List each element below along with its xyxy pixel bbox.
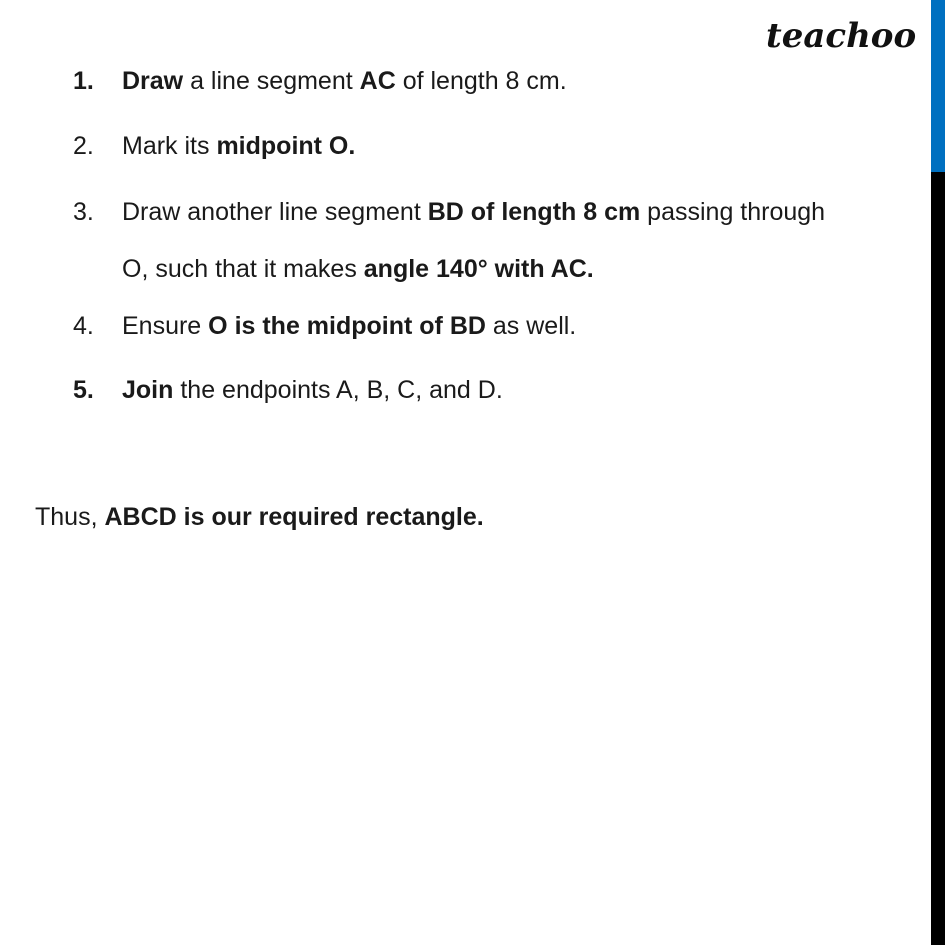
step-text bbox=[122, 184, 842, 298]
step-number: 4. bbox=[73, 312, 94, 340]
conclusion bbox=[35, 503, 484, 532]
text: Ensure bbox=[122, 312, 209, 340]
conclusion-bold: ABCD is our required rectangle. bbox=[104, 503, 484, 531]
teachoo-logo: teachoo bbox=[766, 16, 917, 56]
step-item bbox=[73, 118, 842, 175]
side-accent-bar bbox=[931, 0, 945, 172]
bold-text: angle 140° with AC. bbox=[363, 255, 594, 283]
step-item bbox=[73, 298, 842, 355]
step-text bbox=[122, 53, 842, 110]
step-text bbox=[122, 118, 842, 175]
bold-text: AC bbox=[359, 67, 396, 95]
text: Mark its bbox=[122, 132, 217, 160]
bold-text: midpoint O. bbox=[216, 132, 356, 160]
bold-text: Join bbox=[122, 376, 174, 404]
step-number: 3. bbox=[73, 198, 94, 226]
bold-text: O is the midpoint of BD bbox=[208, 312, 486, 340]
step-item bbox=[73, 362, 842, 419]
step-text bbox=[122, 362, 842, 419]
text: of length 8 cm. bbox=[395, 67, 567, 95]
text: as well. bbox=[485, 312, 577, 340]
bold-text: BD of length 8 cm bbox=[427, 198, 641, 226]
step-number: 2. bbox=[73, 132, 94, 160]
conclusion-prefix: Thus, bbox=[35, 503, 105, 531]
text: the endpoints A, B, C, and D. bbox=[173, 376, 503, 404]
bold-text: Draw bbox=[122, 67, 184, 95]
step-item bbox=[73, 53, 842, 110]
step-number: 1. bbox=[73, 67, 94, 95]
step-number: 5. bbox=[73, 376, 94, 404]
step-text bbox=[122, 298, 842, 355]
text: Draw another line segment bbox=[122, 198, 428, 226]
text: passing through O, such that it makes bbox=[122, 198, 826, 283]
step-item bbox=[73, 184, 842, 298]
text: a line segment bbox=[183, 67, 360, 95]
side-dark-bar bbox=[931, 172, 945, 945]
